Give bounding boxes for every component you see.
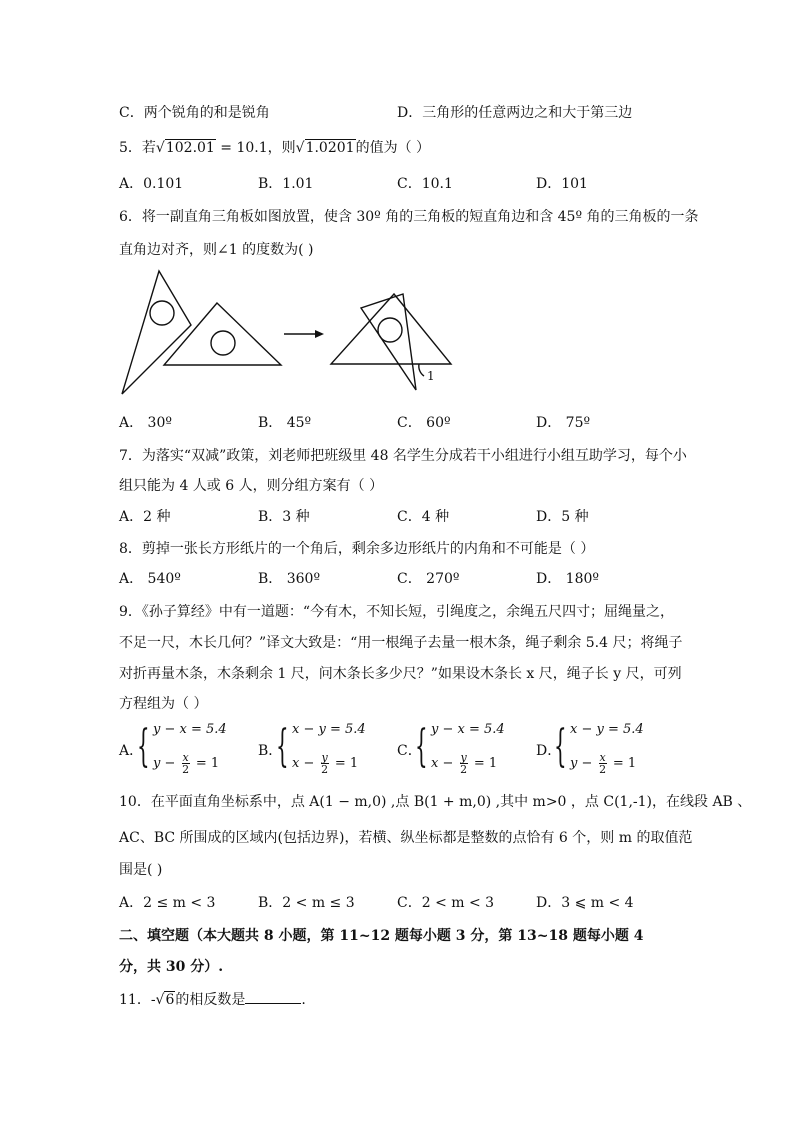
q9-option-b-eq1: x − y = 5.4 [292,722,366,737]
triangle-45-left-hole [211,331,235,355]
q9-option-a-eq2: y − $\frac{x}{2}$ = 1 [153,751,220,776]
q9-option-c-eq1: y − x = 5.4 [431,722,505,737]
q5-option-b: B．1.01 [258,176,314,192]
q11-prefix: 11．- [119,992,156,1008]
brace-icon: { [554,721,567,772]
q7-option-d: D．5 种 [536,509,589,525]
q5-suffix: 的值为（ ） [355,140,431,156]
arrow-icon [315,330,324,338]
q6-line-1: 6．将一副直角三角板如图放置，使含 30º 角的三角板的短直角边和含 45º 角的三角板的一条 [119,209,699,225]
q9-option-a-eq1: y − x = 5.4 [153,722,227,737]
q6-line-2: 直角边对齐，则∠1 的度数为( ) [119,242,314,258]
brace-icon: { [415,721,428,772]
angle-1-label: 1 [427,369,435,383]
q11-sqrt-sign: √ [155,992,165,1008]
q7-option-b: B．3 种 [258,509,310,525]
q6-option-c: C． 60º [397,415,451,431]
q9-option-c-label: C． [397,743,422,759]
q9-line-2: 不足一尺，木长几何？”译文大致是：“用一根绳子去量一根木条，绳子剩余 5.4 尺；将绳子 [119,635,683,651]
q9-option-d-label: D． [536,743,562,759]
q10-option-b: B．2 < m ≤ 3 [258,895,355,911]
q11-root: 6 [165,992,175,1008]
q8-options-row [119,569,679,589]
q9-options-row [119,720,679,778]
q5-option-d: D．101 [536,176,588,192]
q4-option-c: C．两个锐角的和是锐角 [119,105,270,121]
q7-option-c: C．4 种 [397,509,450,525]
q9-option-b-eq2: x − $\frac{y}{2}$ = 1 [292,751,359,776]
q4-option-d: D．三角形的任意两边之和大于第三边 [397,105,633,121]
section-2-heading-line-2: 分，共 30 分）. [119,959,224,975]
q5-prefix: 5．若 [119,140,156,156]
q10-option-d: D．3 ⩽ m < 4 [536,895,634,911]
q10-line-3: 围是( ) [119,862,163,878]
q11-end: . [301,992,306,1008]
triangle-30-left-hole [150,301,174,325]
q5-option-c: C．10.1 [397,176,453,192]
brace-icon: { [276,721,289,772]
q5-option-a: A．0.101 [119,176,184,192]
q7-line-2: 组只能为 4 人或 6 人，则分组方案有（ ） [119,478,384,494]
q7-options-row [119,507,679,527]
q5-sqrt-sign-2: √ [295,140,305,156]
section-2-heading-line-1: 二、填空题（本大题共 8 小题，第 11~12 题每小题 3 分，第 13~18 题每小题 4 [119,928,644,944]
q10-line-1: 10．在平面直角坐标系中，点 A(1 − m,0) ,点 B(1 + m,0) ,其中 m>0 ，点 C(1,-1)，在线段 AB 、 [119,794,752,810]
q6-option-b: B． 45º [258,415,312,431]
q5-stem [119,138,430,158]
q11-suffix: 的相反数是 [175,992,246,1008]
q11-stem [119,989,306,1010]
q5-options-row [119,174,679,194]
q10-line-2: AC、BC 所围成的区域内(包括边界)，若横、纵坐标都是整数的点恰有 6 个，则 m 的取值范 [119,830,693,846]
q9-option-a-label: A． [119,743,144,759]
q11-answer-blank[interactable] [245,989,301,1004]
q9-line-1: 9．《孙子算经》中有一道题：“今有木，不知长短，引绳度之，余绳五尺四寸；屈绳量之， [119,604,675,620]
brace-icon: { [137,721,150,772]
q8-option-c: C． 270º [397,571,460,587]
q8-line-1: 8．剪掉一张长方形纸片的一个角后，剩余多边形纸片的内角和不可能是（ ） [119,541,595,557]
q9-line-3: 对折再量木条，木条剩余 1 尺，问木条长多少尺？”如果设木条长 x 尺，绳子长 y 尺，可列 [119,666,682,682]
q5-root-2: 1.0201 [305,140,355,156]
q7-line-1: 7．为落实“双减”政策，刘老师把班级里 48 名学生分成若干小组进行小组互助学习，每个小 [119,448,687,464]
q6-option-a: A． 30º [119,415,172,431]
q5-sqrt-sign-1: √ [155,140,165,156]
q4-options-row [119,103,679,123]
q9-option-b-label: B． [258,743,283,759]
q9-option-d-eq1: x − y = 5.4 [570,722,644,737]
q8-option-d: D． 180º [536,571,599,587]
q9-option-c-eq2: x − $\frac{y}{2}$ = 1 [431,751,498,776]
q10-option-a: A．2 ≤ m < 3 [119,895,216,911]
q9-option-d-eq2: y − $\frac{x}{2}$ = 1 [570,751,637,776]
triangle-30-left [122,271,191,394]
q10-options-row [119,893,679,913]
q5-root-1: 102.01 [165,140,215,156]
q7-option-a: A．2 种 [119,509,171,525]
q6-options-row [119,413,679,433]
q6-option-d: D． 75º [536,415,591,431]
q8-option-a: A． 540º [119,571,181,587]
angle-1-arc [419,364,424,376]
q8-option-b: B． 360º [258,571,321,587]
q9-line-4: 方程组为（ ） [119,696,208,712]
q10-option-c: C．2 < m < 3 [397,895,495,911]
q5-equation: = 10.1，则 [215,140,296,156]
q6-figure [119,268,459,400]
